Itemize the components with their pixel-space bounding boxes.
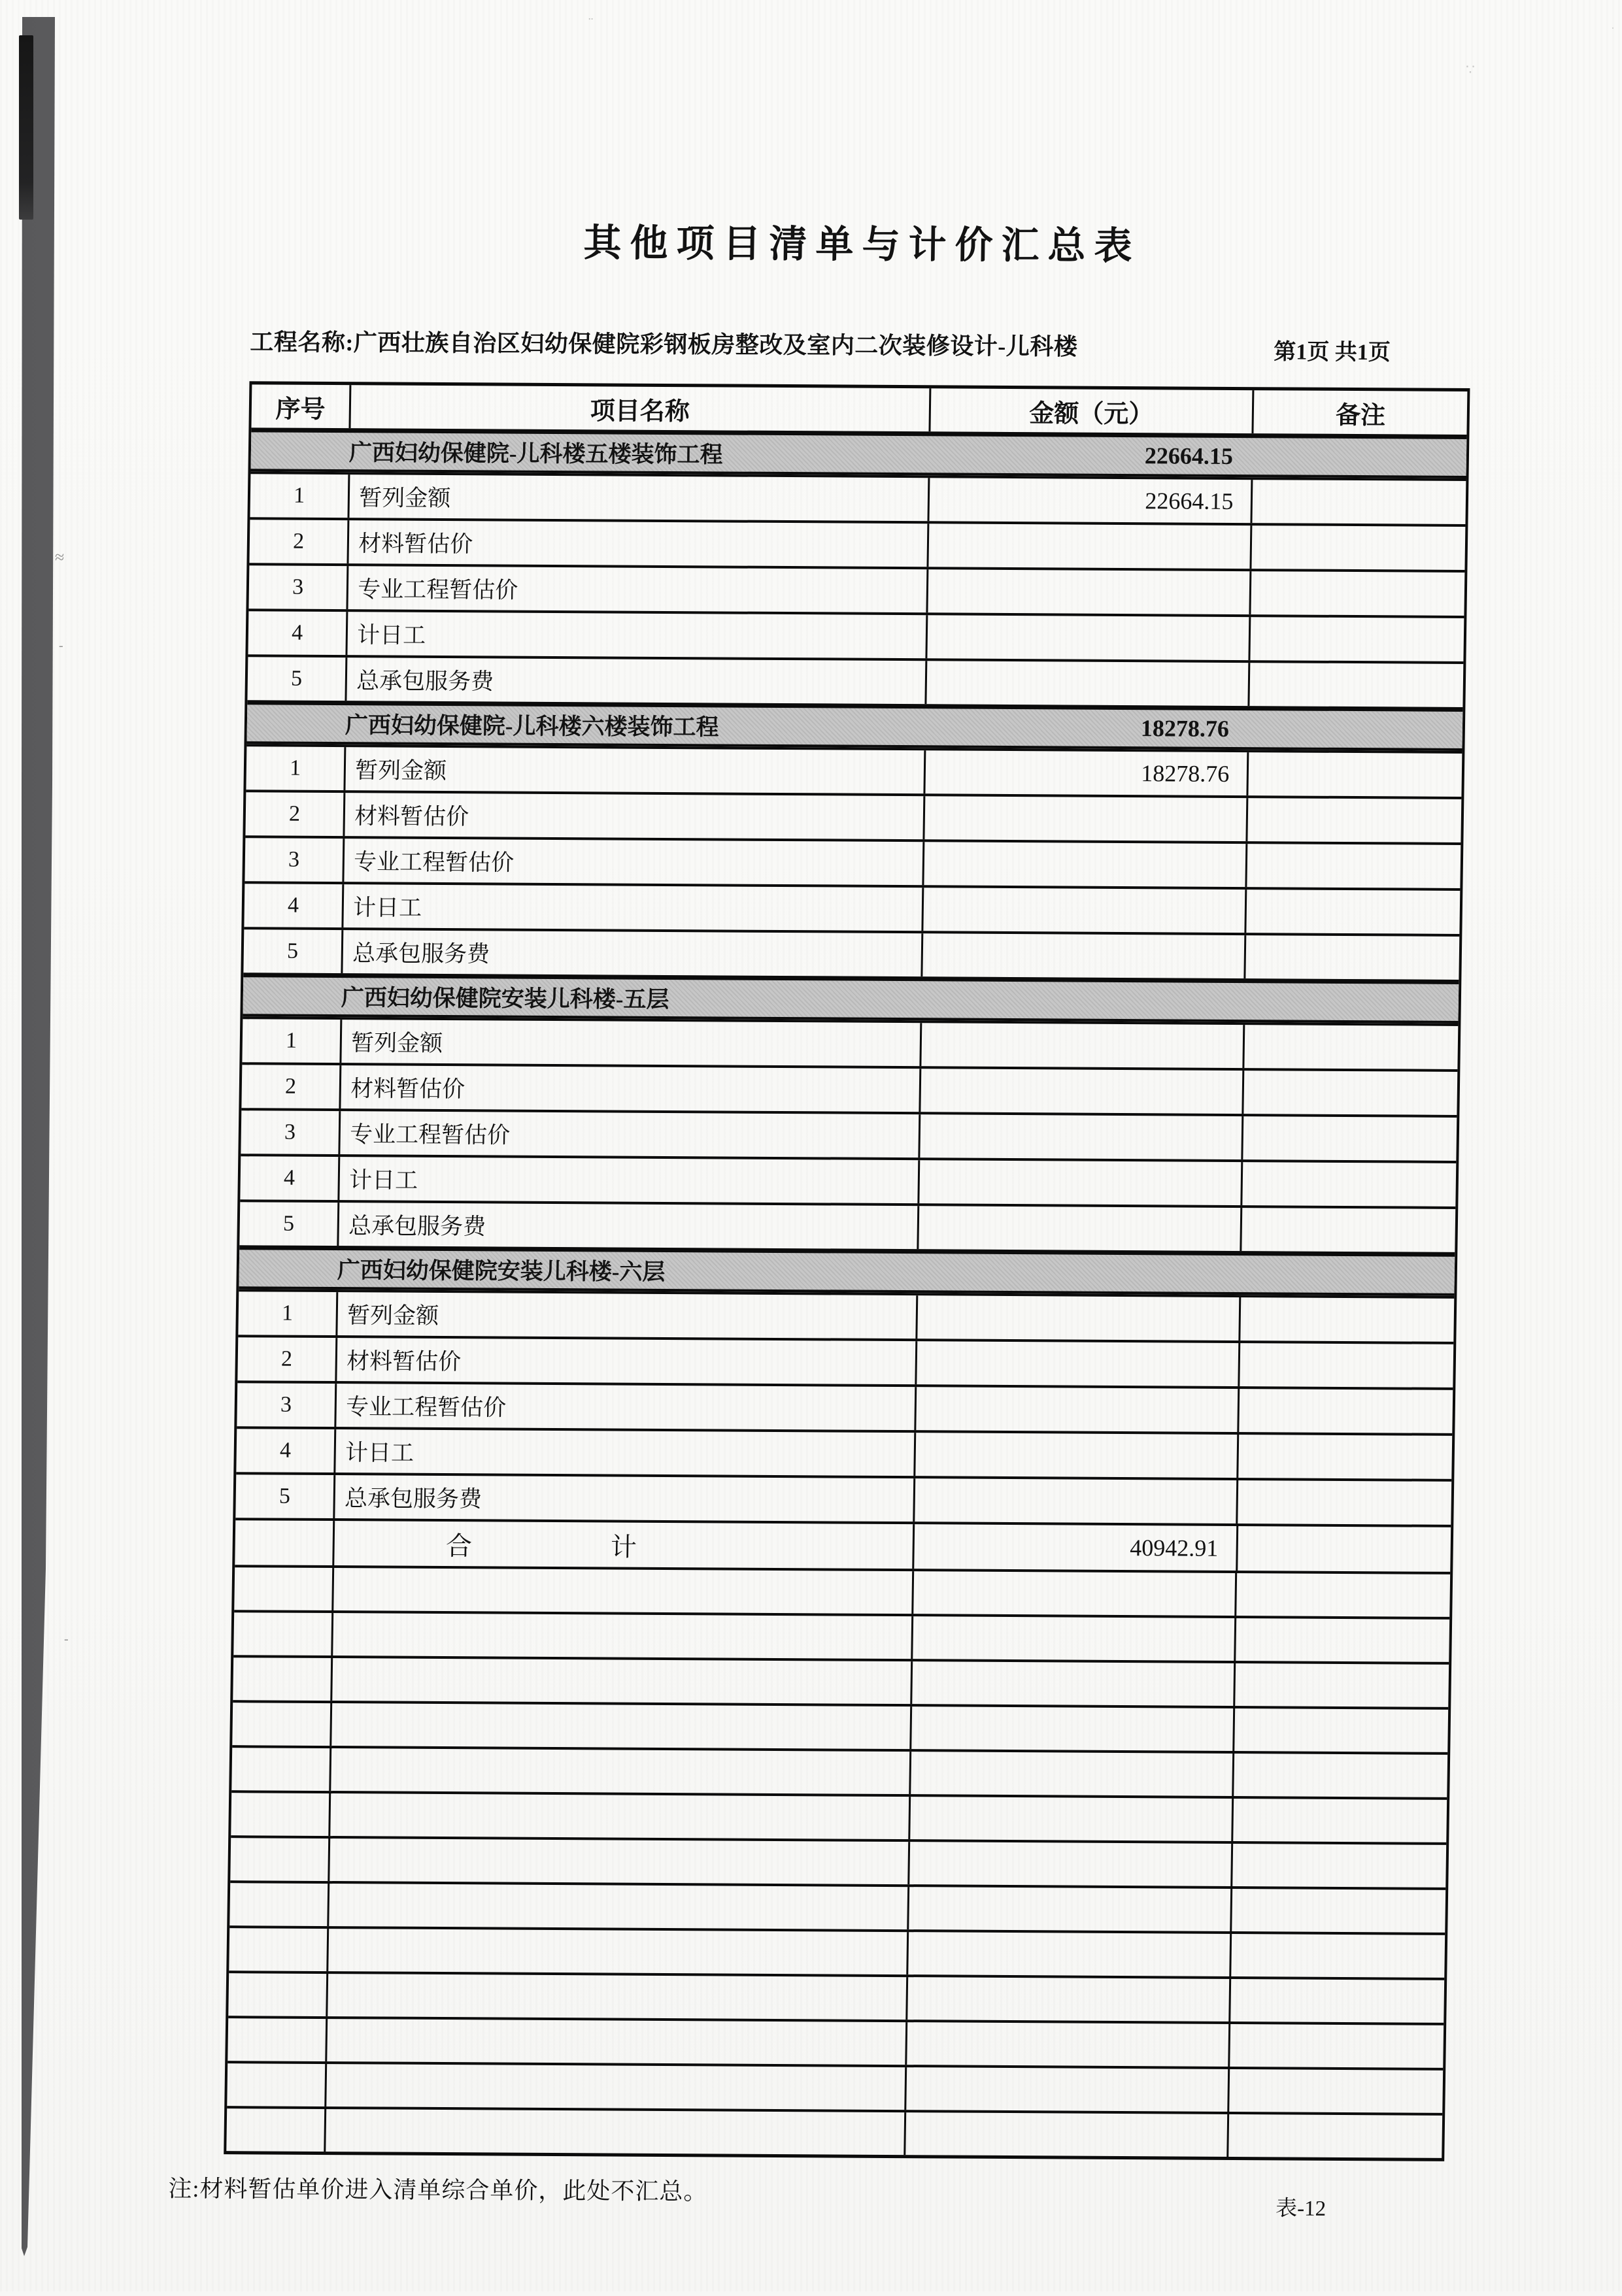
row-remark-cell bbox=[1238, 1389, 1453, 1433]
empty-name-cell bbox=[324, 2109, 904, 2155]
empty-amount-cell bbox=[907, 1887, 1231, 1931]
empty-row bbox=[233, 1655, 1449, 1707]
total-label-cell: 合 计 bbox=[333, 1521, 913, 1569]
row-remark-cell bbox=[1236, 1480, 1452, 1525]
empty-name-cell bbox=[327, 1929, 907, 1974]
empty-name-cell bbox=[325, 2064, 905, 2110]
row-amount-cell bbox=[926, 524, 1251, 569]
row-remark-cell bbox=[1247, 752, 1462, 797]
row-no-cell: 4 bbox=[287, 893, 299, 918]
scan-speck: · bbox=[1611, 22, 1615, 35]
empty-no-cell bbox=[231, 1793, 329, 1836]
empty-amount-cell bbox=[904, 2067, 1228, 2112]
row-no-cell: 4 bbox=[283, 1165, 296, 1190]
scan-speck: - bbox=[59, 639, 63, 653]
row-name-cell: 材料暂估价 bbox=[335, 1338, 915, 1384]
row-remark-cell bbox=[1237, 1435, 1453, 1479]
row-name-cell: 材料暂估价 bbox=[339, 1065, 919, 1112]
row-no-cell: 3 bbox=[292, 574, 304, 599]
footnote: 注:材料暂估单价进入清单综合单价，此处不汇总。 bbox=[168, 2175, 708, 2205]
row-no-cell: 5 bbox=[282, 1211, 295, 1236]
empty-no-cell bbox=[231, 1748, 329, 1791]
empty-no-cell bbox=[233, 1612, 331, 1655]
row-no-cell: 1 bbox=[285, 1028, 297, 1053]
empty-no-cell bbox=[227, 2063, 325, 2106]
table-row bbox=[247, 654, 1463, 707]
row-name-cell: 总承包服务费 bbox=[341, 930, 921, 976]
row-no-cell: 1 bbox=[293, 483, 305, 508]
col-header-remark: 备注 bbox=[1252, 390, 1468, 435]
row-no-cell: 3 bbox=[288, 847, 300, 872]
empty-no-cell bbox=[229, 1883, 328, 1926]
empty-row bbox=[230, 1835, 1446, 1888]
row-name-cell: 材料暂估价 bbox=[343, 793, 923, 839]
empty-amount-cell bbox=[905, 1977, 1230, 2021]
band-title: 广西妇幼保健院-儿科楼五楼装饰工程 bbox=[348, 440, 723, 468]
row-amount-cell bbox=[921, 888, 1245, 933]
empty-amount-cell bbox=[905, 2022, 1229, 2067]
band-amount: 22664.15 bbox=[1144, 442, 1234, 469]
table-row bbox=[242, 1016, 1458, 1069]
empty-amount-cell bbox=[911, 1616, 1235, 1661]
empty-row bbox=[231, 1745, 1447, 1797]
row-no-cell: 3 bbox=[284, 1120, 296, 1144]
row-no-cell: 2 bbox=[292, 529, 305, 554]
table-row bbox=[244, 881, 1460, 934]
empty-row bbox=[234, 1565, 1450, 1617]
section-band bbox=[243, 973, 1459, 1023]
row-name-cell: 暂列金额 bbox=[336, 1292, 916, 1339]
empty-amount-cell bbox=[911, 1571, 1236, 1616]
empty-no-cell bbox=[233, 1657, 331, 1701]
empty-name-cell bbox=[329, 1793, 909, 1839]
empty-amount-cell bbox=[907, 1842, 1232, 1886]
empty-no-cell bbox=[232, 1703, 330, 1746]
table-row bbox=[236, 1426, 1452, 1479]
table-row bbox=[246, 744, 1462, 797]
row-name-cell: 专业工程暂估价 bbox=[343, 839, 922, 885]
total-remark-cell bbox=[1236, 1526, 1451, 1572]
row-amount-cell bbox=[914, 1387, 1238, 1432]
row-amount-cell bbox=[922, 796, 1247, 841]
empty-name-cell bbox=[331, 1613, 911, 1659]
empty-row bbox=[227, 2061, 1443, 2113]
empty-remark-cell bbox=[1228, 2024, 1444, 2068]
row-amount-cell bbox=[913, 1433, 1238, 1478]
table-row bbox=[243, 927, 1459, 980]
row-name-cell: 总承包服务费 bbox=[345, 657, 925, 704]
empty-no-cell bbox=[229, 1928, 327, 1971]
table-row bbox=[245, 835, 1461, 888]
empty-row bbox=[228, 2016, 1444, 2068]
empty-amount-cell bbox=[904, 2112, 1228, 2157]
empty-row bbox=[229, 1925, 1445, 1978]
row-remark-cell bbox=[1242, 1071, 1458, 1115]
empty-remark-cell bbox=[1230, 1889, 1445, 1933]
form-code: 表-12 bbox=[1275, 2197, 1326, 2221]
empty-remark-cell bbox=[1234, 1618, 1449, 1662]
empty-remark-cell bbox=[1234, 1663, 1449, 1707]
band-title: 广西妇幼保健院安装儿科楼-五层 bbox=[341, 985, 669, 1013]
empty-amount-cell bbox=[908, 1797, 1232, 1841]
empty-name-cell bbox=[332, 1568, 912, 1614]
col-header-item-name: 项目名称 bbox=[349, 385, 929, 431]
row-name-cell: 计日工 bbox=[342, 884, 922, 931]
row-name-cell: 暂列金额 bbox=[340, 1020, 920, 1066]
row-amount-cell bbox=[915, 1341, 1239, 1386]
row-no-cell: 1 bbox=[289, 756, 301, 780]
row-amount-cell: 22664.15 bbox=[927, 478, 1251, 523]
row-remark-cell bbox=[1249, 571, 1465, 616]
row-remark-cell bbox=[1248, 663, 1464, 707]
row-remark-cell bbox=[1242, 1116, 1457, 1161]
scan-speck: - bbox=[64, 1632, 69, 1646]
empty-amount-cell bbox=[910, 1661, 1234, 1706]
row-remark-cell bbox=[1250, 525, 1466, 570]
section-band bbox=[246, 700, 1462, 751]
row-no-cell: 2 bbox=[284, 1074, 297, 1099]
row-remark-cell bbox=[1244, 935, 1460, 980]
empty-row bbox=[233, 1610, 1449, 1662]
row-amount-cell bbox=[917, 1206, 1241, 1251]
table-row bbox=[235, 1472, 1451, 1525]
summary-table bbox=[224, 381, 1470, 2161]
row-name-cell: 专业工程暂估价 bbox=[335, 1384, 915, 1430]
section-band bbox=[250, 427, 1466, 478]
row-amount-cell bbox=[922, 842, 1246, 887]
empty-remark-cell bbox=[1229, 1979, 1444, 2023]
row-amount-cell: 18278.76 bbox=[923, 750, 1247, 795]
total-amount-cell: 40942.91 bbox=[912, 1524, 1236, 1571]
row-no-cell: 5 bbox=[286, 939, 299, 963]
empty-name-cell bbox=[328, 1884, 907, 1929]
scan-speck: ≈ bbox=[55, 548, 65, 567]
empty-no-cell bbox=[226, 2108, 324, 2152]
table-row bbox=[239, 1199, 1455, 1252]
band-title: 广西妇幼保健院安装儿科楼-六层 bbox=[337, 1257, 666, 1285]
row-amount-cell bbox=[919, 1023, 1243, 1068]
row-no-cell: 2 bbox=[288, 801, 301, 826]
row-name-cell: 计日工 bbox=[338, 1157, 918, 1203]
row-name-cell: 计日工 bbox=[334, 1429, 914, 1476]
table-row bbox=[238, 1289, 1454, 1342]
row-no-cell: 4 bbox=[279, 1438, 292, 1463]
table-row bbox=[237, 1380, 1453, 1433]
table-row bbox=[250, 471, 1466, 524]
empty-remark-cell bbox=[1227, 2114, 1442, 2158]
empty-name-cell bbox=[328, 1838, 908, 1884]
row-name-cell: 专业工程暂估价 bbox=[339, 1111, 919, 1157]
table-row bbox=[248, 563, 1464, 616]
table-row bbox=[237, 1335, 1453, 1388]
empty-no-cell bbox=[228, 1973, 326, 2016]
row-remark-cell bbox=[1245, 844, 1461, 888]
empty-remark-cell bbox=[1235, 1573, 1450, 1617]
empty-name-cell bbox=[331, 1658, 911, 1704]
empty-amount-cell bbox=[909, 1752, 1233, 1796]
row-no-cell: 5 bbox=[290, 666, 303, 691]
empty-remark-cell bbox=[1233, 1708, 1448, 1752]
empty-no-cell bbox=[228, 2018, 326, 2061]
row-name-cell: 专业工程暂估价 bbox=[346, 566, 926, 612]
row-remark-cell bbox=[1246, 798, 1462, 842]
row-remark-cell bbox=[1243, 1025, 1459, 1069]
empty-remark-cell bbox=[1230, 1934, 1445, 1978]
row-name-cell: 暂列金额 bbox=[344, 747, 924, 793]
row-amount-cell bbox=[918, 1114, 1242, 1159]
empty-name-cell bbox=[326, 1974, 906, 2020]
table-header-row bbox=[251, 384, 1467, 435]
row-amount-cell bbox=[913, 1478, 1237, 1523]
table-row bbox=[241, 1108, 1457, 1161]
empty-amount-cell bbox=[906, 1932, 1230, 1976]
row-no-cell: 5 bbox=[279, 1484, 291, 1508]
band-amount: 18278.76 bbox=[1140, 715, 1230, 742]
empty-remark-cell bbox=[1231, 1844, 1446, 1888]
row-no-cell: 3 bbox=[280, 1392, 292, 1417]
empty-row bbox=[226, 2106, 1442, 2158]
row-amount-cell bbox=[915, 1295, 1240, 1340]
row-name-cell: 总承包服务费 bbox=[337, 1203, 917, 1249]
row-no-cell: 4 bbox=[291, 620, 303, 645]
band-title: 广西妇幼保健院-儿科楼六楼装饰工程 bbox=[345, 712, 719, 740]
table-row bbox=[240, 1154, 1456, 1206]
empty-no-cell bbox=[234, 1567, 332, 1610]
table-row bbox=[245, 790, 1461, 842]
row-remark-cell bbox=[1245, 890, 1461, 934]
empty-remark-cell bbox=[1232, 1754, 1447, 1797]
empty-name-cell bbox=[326, 2019, 905, 2065]
row-amount-cell bbox=[921, 933, 1245, 978]
row-remark-cell bbox=[1251, 480, 1466, 524]
row-remark-cell bbox=[1240, 1208, 1456, 1252]
col-header-seq: 序号 bbox=[275, 395, 326, 424]
scan-speck: ¨ bbox=[588, 14, 594, 31]
table-row bbox=[249, 517, 1465, 570]
col-header-amount: 金额（元） bbox=[928, 388, 1253, 433]
empty-name-cell bbox=[330, 1703, 910, 1749]
empty-row bbox=[231, 1790, 1447, 1842]
project-name: 工程名称:广西壮族自治区妇幼保健院彩钢板房整改及室内二次装修设计-儿科楼 bbox=[250, 329, 1078, 360]
table-row bbox=[248, 608, 1464, 661]
row-name-cell: 材料暂估价 bbox=[347, 520, 927, 567]
row-remark-cell bbox=[1239, 1297, 1455, 1342]
empty-row bbox=[228, 1971, 1444, 2023]
row-name-cell: 暂列金额 bbox=[348, 474, 928, 521]
page-indicator: 第1页 共1页 bbox=[1273, 340, 1391, 365]
empty-name-cell bbox=[329, 1748, 909, 1794]
row-amount-cell bbox=[925, 615, 1249, 660]
empty-row bbox=[232, 1700, 1448, 1752]
page-title: 其他项目清单与计价汇总表 bbox=[583, 222, 1141, 268]
row-remark-cell bbox=[1249, 617, 1464, 661]
row-amount-cell bbox=[926, 569, 1250, 614]
row-name-cell: 计日工 bbox=[346, 612, 926, 658]
row-name-cell: 总承包服务费 bbox=[333, 1475, 913, 1522]
empty-no-cell bbox=[230, 1838, 328, 1881]
total-no-cell bbox=[235, 1520, 333, 1565]
empty-remark-cell bbox=[1228, 2069, 1443, 2113]
row-amount-cell bbox=[919, 1069, 1243, 1114]
empty-row bbox=[229, 1880, 1445, 1933]
row-amount-cell bbox=[924, 661, 1249, 706]
total-row bbox=[235, 1518, 1451, 1572]
row-amount-cell bbox=[917, 1160, 1242, 1205]
row-remark-cell bbox=[1241, 1162, 1457, 1206]
scan-speck: ∵ bbox=[1466, 61, 1475, 78]
row-no-cell: 1 bbox=[281, 1301, 294, 1325]
section-band bbox=[239, 1245, 1455, 1296]
empty-amount-cell bbox=[909, 1706, 1234, 1751]
table-row bbox=[241, 1062, 1457, 1115]
row-no-cell: 2 bbox=[280, 1346, 293, 1371]
row-remark-cell bbox=[1238, 1343, 1454, 1388]
empty-remark-cell bbox=[1232, 1799, 1447, 1842]
